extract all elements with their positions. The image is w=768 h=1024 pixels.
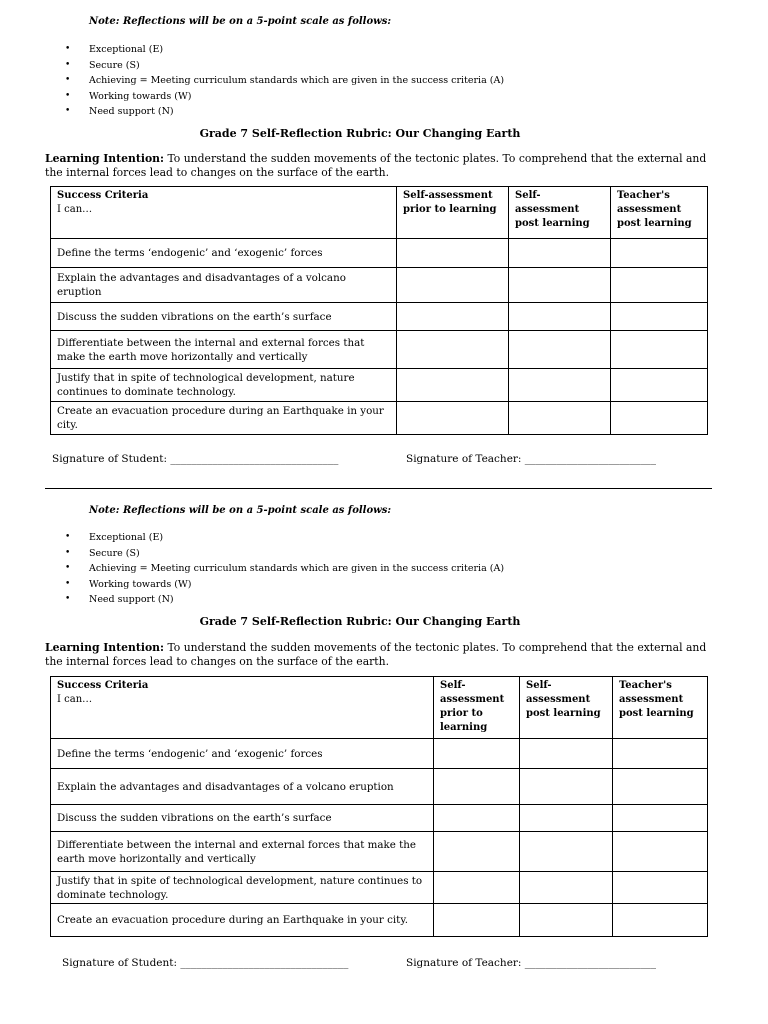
header-self-prior: Self-assessment prior to learning [434, 677, 520, 739]
table-row [51, 739, 708, 769]
teacher-cell[interactable] [613, 805, 708, 832]
criteria-cell: Differentiate between the internal and external forces that make the earth move horizontally and vertically [51, 331, 397, 369]
header-success-criteria: Success Criteria I can… [51, 677, 434, 739]
teacher-cell[interactable] [611, 402, 708, 435]
bullet-icon: • [65, 106, 71, 116]
teacher-cell[interactable] [613, 872, 708, 904]
self-post-cell[interactable] [509, 239, 611, 268]
scale-item: • Exceptional (E) [65, 530, 504, 546]
table-row [51, 769, 708, 805]
student-signature-line[interactable]: Signature of Student: ________________________________ [62, 957, 349, 969]
table-row [51, 402, 708, 435]
header-self-post: Self-assessment post learning [520, 677, 613, 739]
teacher-cell[interactable] [611, 303, 708, 331]
header-teacher: Teacher's assessment post learning [613, 677, 708, 739]
table-row [51, 832, 708, 872]
self-prior-cell[interactable] [434, 769, 520, 805]
learning-intention-label: Learning Intention: [45, 152, 164, 165]
criteria-cell: Justify that in spite of technological development, nature continues to dominate technology. [51, 872, 434, 904]
criteria-cell: Justify that in spite of technological development, nature continues to dominate technology. [51, 369, 397, 402]
criteria-cell: Differentiate between the internal and external forces that make the earth move horizontally and vertically [51, 832, 434, 872]
header-self-prior: Self-assessment prior to learning [397, 187, 509, 239]
table-header-row [51, 187, 708, 239]
rubric-table [50, 676, 708, 937]
self-prior-cell[interactable] [397, 331, 509, 369]
self-prior-cell[interactable] [397, 268, 509, 303]
bullet-icon: • [65, 594, 71, 604]
scale-item: • Working towards (W) [65, 577, 504, 593]
criteria-cell: Explain the advantages and disadvantages of a volcano eruption [51, 268, 397, 303]
table-row [51, 369, 708, 402]
teacher-cell[interactable] [613, 832, 708, 872]
scale-item: • Secure (S) [65, 546, 504, 562]
bullet-icon: • [65, 75, 71, 85]
section-divider [45, 488, 712, 489]
teacher-cell[interactable] [611, 331, 708, 369]
bullet-icon: • [65, 563, 71, 573]
self-prior-cell[interactable] [397, 402, 509, 435]
scale-item: • Need support (N) [65, 104, 504, 120]
rubric-title: Grade 7 Self-Reflection Rubric: Our Changing Earth [199, 615, 521, 628]
self-prior-cell[interactable] [397, 239, 509, 268]
scale-item: • Exceptional (E) [65, 42, 504, 58]
table-header-row [51, 677, 708, 739]
criteria-cell: Discuss the sudden vibrations on the earth’s surface [51, 303, 397, 331]
self-post-cell[interactable] [509, 303, 611, 331]
table-row [51, 805, 708, 832]
self-prior-cell[interactable] [434, 805, 520, 832]
self-post-cell[interactable] [520, 872, 613, 904]
scale-note: Note: Reflections will be on a 5-point scale as follows: [89, 505, 392, 516]
criteria-cell: Create an evacuation procedure during an Earthquake in your city. [51, 402, 397, 435]
scale-item: • Working towards (W) [65, 89, 504, 105]
student-signature-line[interactable]: Signature of Student: ________________________________ [52, 453, 339, 465]
bullet-icon: • [65, 59, 71, 70]
self-prior-cell[interactable] [434, 872, 520, 904]
criteria-cell: Discuss the sudden vibrations on the earth’s surface [51, 805, 434, 832]
self-post-cell[interactable] [520, 805, 613, 832]
self-post-cell[interactable] [520, 904, 613, 937]
self-prior-cell[interactable] [397, 369, 509, 402]
self-prior-cell[interactable] [434, 739, 520, 769]
scale-note: Note: Reflections will be on a 5-point scale as follows: [89, 16, 392, 27]
self-prior-cell[interactable] [434, 832, 520, 872]
self-prior-cell[interactable] [397, 303, 509, 331]
header-self-post: Self-assessment post learning [509, 187, 611, 239]
bullet-icon: • [65, 44, 71, 54]
table-row [51, 904, 708, 937]
bullet-icon: • [65, 532, 71, 542]
learning-intention [45, 641, 713, 669]
teacher-cell[interactable] [613, 769, 708, 805]
learning-intention-text: To understand the sudden movements of the tectonic plates. To comprehend that the external and the internal forces lead to changes on the surface of the earth. [45, 641, 707, 668]
scale-list [65, 42, 504, 120]
self-post-cell[interactable] [520, 769, 613, 805]
teacher-cell[interactable] [613, 904, 708, 937]
teacher-cell[interactable] [611, 369, 708, 402]
table-row [51, 872, 708, 904]
table-row [51, 268, 708, 303]
rubric-title: Grade 7 Self-Reflection Rubric: Our Changing Earth [199, 127, 521, 140]
teacher-cell[interactable] [611, 239, 708, 268]
teacher-cell[interactable] [613, 739, 708, 769]
scale-item: • Need support (N) [65, 592, 504, 608]
scale-item: • Secure (S) [65, 58, 504, 74]
self-post-cell[interactable] [509, 268, 611, 303]
self-post-cell[interactable] [509, 402, 611, 435]
self-post-cell[interactable] [509, 369, 611, 402]
scale-item: • Achieving = Meeting curriculum standards which are given in the success criteria (A) [65, 561, 504, 577]
header-success-criteria: Success Criteria I can… [51, 187, 397, 239]
self-post-cell[interactable] [520, 832, 613, 872]
teacher-signature-line[interactable]: Signature of Teacher: _________________________ [406, 453, 657, 465]
scale-list [65, 530, 504, 608]
learning-intention-text: To understand the sudden movements of the tectonic plates. To comprehend that the external and the internal forces lead to changes on the surface of the earth. [45, 152, 707, 179]
header-teacher: Teacher's assessment post learning [611, 187, 708, 239]
table-row [51, 303, 708, 331]
criteria-cell: Explain the advantages and disadvantages of a volcano eruption [51, 769, 434, 805]
bullet-icon: • [65, 578, 71, 589]
rubric-table [50, 186, 708, 435]
bullet-icon: • [65, 547, 71, 558]
table-row [51, 239, 708, 268]
scale-item: • Achieving = Meeting curriculum standards which are given in the success criteria (A) [65, 73, 504, 89]
table-row [51, 331, 708, 369]
criteria-cell: Define the terms ‘endogenic’ and ‘exogenic’ forces [51, 239, 397, 268]
teacher-cell[interactable] [611, 268, 708, 303]
teacher-signature-line[interactable]: Signature of Teacher: _________________________ [406, 957, 657, 969]
criteria-cell: Create an evacuation procedure during an Earthquake in your city. [51, 904, 434, 937]
criteria-cell: Define the terms ‘endogenic’ and ‘exogenic’ forces [51, 739, 434, 769]
learning-intention-label: Learning Intention: [45, 641, 164, 654]
learning-intention [45, 152, 713, 180]
self-prior-cell[interactable] [434, 904, 520, 937]
self-post-cell[interactable] [509, 331, 611, 369]
bullet-icon: • [65, 90, 71, 101]
self-post-cell[interactable] [520, 739, 613, 769]
